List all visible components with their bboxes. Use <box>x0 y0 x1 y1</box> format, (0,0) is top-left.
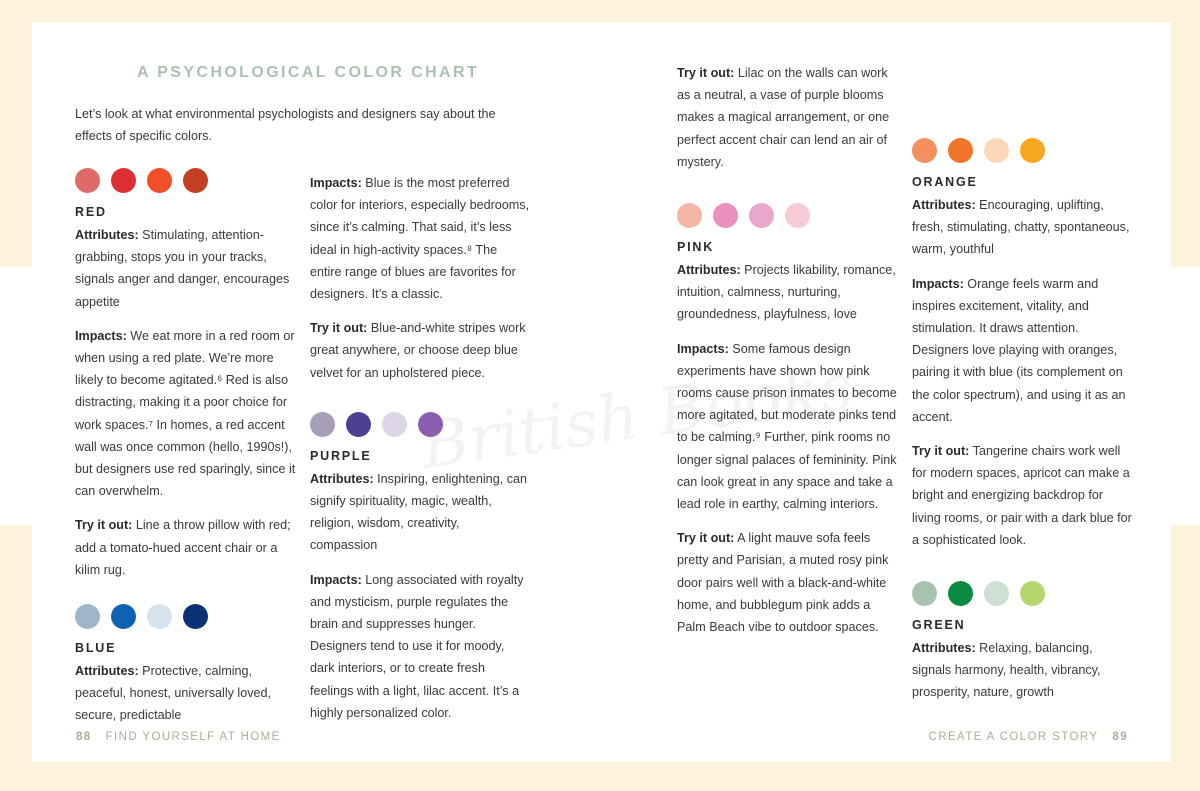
red-swatch <box>147 168 172 193</box>
page-number-right: 89 <box>1112 731 1128 743</box>
green-swatch <box>1020 581 1045 606</box>
orange-swatch <box>912 138 937 163</box>
footer-left <box>76 731 281 743</box>
green-swatch <box>948 581 973 606</box>
orange-try-it-out: Try it out: Tangerine chairs work well for modern spaces, apricot can make a bright and energizing backdrop for living rooms, or pair with a dark blue for a sophisticated look. <box>912 444 1132 547</box>
purple-swatch <box>310 412 335 437</box>
column-2 <box>310 172 530 724</box>
blue-attributes: Attributes: Protective, calming, peaceful, honest, universally loved, secure, predictable <box>75 664 272 723</box>
green-heading: GREEN <box>912 618 966 633</box>
orange-swatch <box>948 138 973 163</box>
intro-text: Let’s look at what environmental psychologists and designers say about the effects of specific colors. <box>75 107 496 144</box>
blue-try-it-out: Try it out: Blue-and-white stripes work great anywhere, or choose deep blue velvet for an upholstered piece. <box>310 321 526 380</box>
purple-swatch <box>382 412 407 437</box>
pink-swatch <box>677 203 702 228</box>
purple-swatch <box>418 412 443 437</box>
blue-impacts: Impacts: Blue is the most preferred color for interiors, especially bedrooms, since it’s calming. That said, it’s less ideal in high-activity spaces.⁸ The entire range of blues are favorites for designers. It’s a classic. <box>310 176 530 302</box>
purple-swatch <box>346 412 371 437</box>
red-swatch <box>75 168 100 193</box>
pink-swatch <box>749 203 774 228</box>
orange-swatch <box>984 138 1009 163</box>
purple-swatches <box>310 412 530 437</box>
red-swatch <box>111 168 136 193</box>
blue-swatch <box>147 604 172 629</box>
orange-swatch <box>1020 138 1045 163</box>
pink-heading: PINK <box>677 240 715 255</box>
green-swatches <box>912 581 1134 606</box>
blue-heading: BLUE <box>75 641 117 656</box>
page-title: A PSYCHOLOGICAL COLOR CHART <box>137 64 480 81</box>
blue-swatch <box>111 604 136 629</box>
pink-swatches <box>677 203 899 228</box>
orange-heading: ORANGE <box>912 175 978 189</box>
red-try-it-out: Try it out: Line a throw pillow with red; add a tomato-hued accent chair or a kilim rug. <box>75 518 291 577</box>
purple-heading: PURPLE <box>310 448 372 463</box>
orange-impacts: Impacts: Orange feels warm and inspires excitement, vitality, and stimulation. It draws attention. Designers love playing with oranges, pairing it with blue (its complement on the color spectrum), and using it as an accent. <box>912 276 1126 424</box>
pink-try-it-out: Try it out: A light mauve sofa feels pretty and Parisian, a muted rosy pink door pairs well with a black-and-white home, and bubblegum pink adds a Palm Beach vibe to outdoor spaces. <box>677 531 889 635</box>
column-1 <box>75 168 297 727</box>
red-swatch <box>183 168 208 193</box>
red-impacts: Impacts: We eat more in a red room or when using a red plate. We’re more likely to become agitated.⁶ Red is also distracting, making it a poor choice for work spaces.⁷ In homes, a red accent wall was once common (hello, 1990s!), but designers use red sparingly, since it can overwhelm. <box>75 328 296 499</box>
orange-swatches <box>912 138 1134 163</box>
blue-swatch <box>183 604 208 629</box>
blue-swatches <box>75 604 297 629</box>
green-attributes: Attributes: Relaxing, balancing, signals harmony, health, vibrancy, prosperity, nature, growth <box>912 641 1101 700</box>
pink-attributes: Attributes: Projects likability, romance, intuition, calmness, nurturing, groundedness, playfulness, love <box>677 263 896 322</box>
orange-attributes: Attributes: Encouraging, uplifting, fresh, stimulating, chatty, spontaneous, warm, youthful <box>912 198 1130 257</box>
footer-right <box>929 731 1128 743</box>
page-number-left: 88 <box>76 731 92 743</box>
purple-impacts: Impacts: Long associated with royalty and mysticism, purple regulates the brain and suppresses hunger. Designers tend to use it for moody, dark interiors, or to create fresh feelings with a light, lilac accent. It’s a highly personalized color. <box>310 572 524 720</box>
column-3 <box>677 62 899 638</box>
column-4 <box>912 138 1134 704</box>
pink-swatch <box>713 203 738 228</box>
red-swatches <box>75 168 297 193</box>
green-swatch <box>984 581 1009 606</box>
pink-impacts: Impacts: Some famous design experiments have shown how pink rooms cause prison inmates to become more agitated, but moderate pinks tend to be calming.⁹ Further, pink rooms no longer signal palaces of femininity. Pink can look great in any space and take a lead role in earthy, calming interiors. <box>677 341 897 512</box>
green-swatch <box>912 581 937 606</box>
purple-try-it-out: Try it out: Lilac on the walls can work as a neutral, a vase of purple blooms makes a magical arrangement, or one perfect accent chair can lend an air of mystery. <box>677 66 890 169</box>
purple-attributes: Attributes: Inspiring, enlightening, can signify spirituality, magic, wealth, religion, wisdom, creativity, compassion <box>310 471 527 553</box>
running-head-right: CREATE A COLOR STORY <box>928 731 1099 743</box>
running-head-left: FIND YOURSELF AT HOME <box>105 731 281 743</box>
blue-swatch <box>75 604 100 629</box>
pink-swatch <box>785 203 810 228</box>
red-attributes: Attributes: Stimulating, attention-grabbing, stops you in your tracks, signals anger and danger, encourages appetite <box>75 228 290 309</box>
red-heading: RED <box>75 205 107 219</box>
